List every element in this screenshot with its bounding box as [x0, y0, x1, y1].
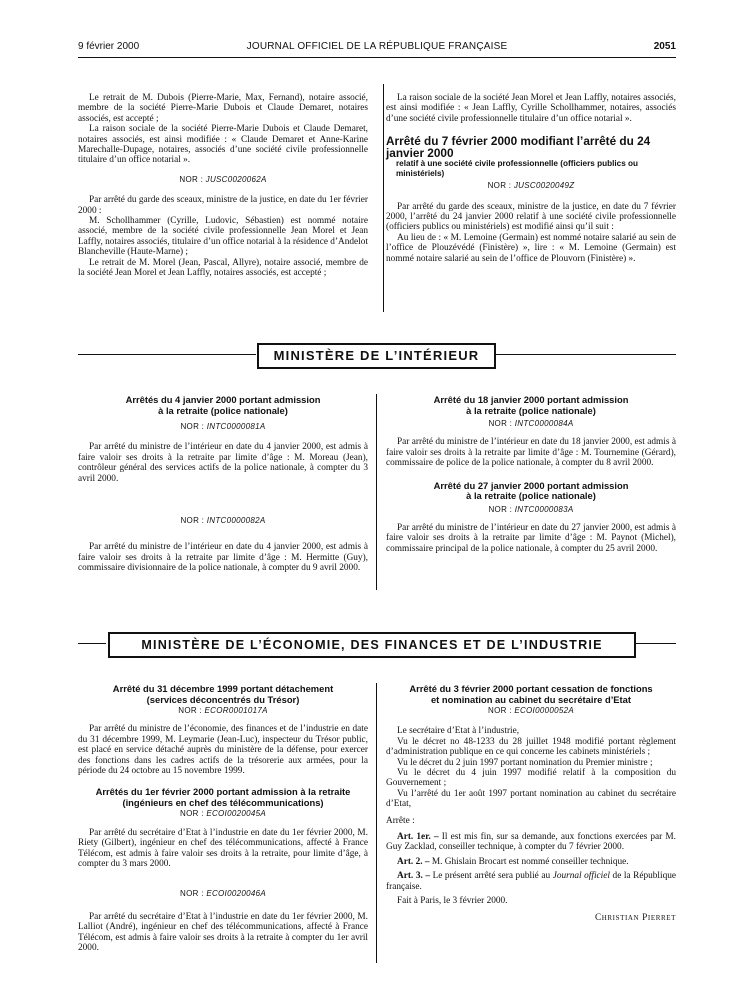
economie-left-column [78, 684, 368, 954]
nor-code: INTC0000081A [206, 422, 266, 431]
nor-label: NOR : [180, 889, 204, 899]
nor-label: NOR : [178, 706, 202, 715]
article-label: Art. 3. – [397, 871, 430, 882]
decree-title-line: à la retraite (police nationale) [466, 490, 596, 502]
article-label: Art. 1er. – [397, 832, 439, 843]
nor-label: NOR : [180, 422, 205, 431]
arrete-label: Arrête : [386, 815, 415, 826]
nor-reference [386, 419, 676, 429]
nor-code: ECOI0020046A [206, 889, 266, 899]
article-text: M. Ghislain Brocart est nommé conseiller technique. [431, 856, 629, 867]
paragraph: Par arrêté du ministre de l’économie, des finances et de l’industrie en date du 31 décembre 1999, M. Leymarie (Jean-Luc), inspecteur du Trésor public, est placé en service détaché auprès du ministère de la défense, pour exercer des fonctions dans les cadres actifs de la trésorerie aux armées, pour la période du 24 octobre au 15 novembre 1999. [78, 724, 368, 777]
paragraph: Par arrêté du secrétaire d’Etat à l’industrie en date du 1er février 2000, M. Riety (Gilbert), ingénieur en chef des télécommunications, affecté à France Télécom, est admis à faire valoir ses droits à la retraite, pour limite d’âge, à compter du 3 mars 2000. [78, 827, 368, 870]
ministry-heading-economie: MINISTÈRE DE L’ÉCONOMIE, DES FINANCES ET DE L’INDUSTRIE [108, 632, 636, 658]
paragraph: La raison sociale de la société Pierre-Marie Dubois et Claude Demaret, notaires associés, est ainsi modifiée : « Claude Demaret et Anne-Karine Marechalle-Dupage, notaires, associés d’une société civile professionnelle titulaire d’un office notarial ». [78, 124, 368, 166]
paragraph: Par arrêté du ministre de l’intérieur en date du 4 janvier 2000, est admis à faire valoir ses droits à la retraite par limite d’âge : M. Hermitte (Guy), commissaire divisionnaire de la police nationale, à compter du 9 avril 2000. [78, 542, 368, 574]
article-text: Il est mis fin, sur sa demande, aux fonctions exercées par M. Guy Zacklad, conseiller technique, à compter du 7 février 2000. [386, 832, 676, 853]
done-at: Fait à Paris, le 3 février 2000. [397, 896, 508, 907]
nor-label: NOR : [488, 706, 512, 715]
paragraph: Par arrêté du ministre de l’intérieur en date du 27 janvier 2000, est admis à faire valoir ses droits à la retraite par limite d’âge : M. Paynot (Michel), commissaire principal de la police nationale, à compter du 25 avril 2000. [386, 523, 676, 554]
decree-title [386, 135, 676, 178]
nor-reference [386, 505, 676, 515]
nor-label: NOR : [180, 809, 204, 819]
paragraph: Vu le décret du 2 juin 1997 portant nomination du Premier ministre ; [397, 757, 653, 768]
decree-title-main: Arrêté du 7 février 2000 modifiant l’arrêté du 24 janvier 2000 [386, 134, 651, 161]
nor-code: ECOI0000052A [514, 706, 574, 715]
page-number: 2051 [653, 41, 676, 52]
section-rule [636, 643, 676, 644]
interieur-left-column [78, 395, 368, 574]
paragraph: Le secrétaire d’Etat à l’industrie, [397, 726, 520, 737]
article-1 [386, 832, 676, 853]
paragraph: Par arrêté du garde des sceaux, ministre de la justice, en date du 7 février 2000, l’arrêté du 24 janvier 2000 relatif à une société civile professionnelle (officiers publics ou ministériels) est modifié ainsi qu’il suit : [386, 201, 676, 233]
nor-code: JUSC0020049Z [513, 181, 575, 191]
nor-label: NOR : [179, 174, 204, 184]
article-3 [386, 871, 676, 892]
section-rule [496, 354, 676, 355]
section-rule [78, 354, 256, 355]
decree-title-line: (ingénieurs en chef des télécommunications) [122, 796, 324, 808]
decree-title-line: à la retraite (police nationale) [466, 404, 596, 416]
article-text: de la République française. [386, 871, 677, 892]
nor-reference [78, 422, 368, 432]
nor-reference [78, 706, 368, 716]
nor-reference [78, 889, 368, 899]
paragraph: Au lieu de : « M. Lemoine (Germain) est nommé notaire salarié au sein de l’office de Plouzévédé (Finistère) », lire : « M. Lemoine (Germain) est nommé notaire salarié au sein de l’office de Plouvorn (Finistère) ». [386, 232, 676, 264]
nor-label: NOR : [180, 516, 205, 526]
decree-title-line: (services déconcentrés du Trésor) [146, 693, 300, 705]
paragraph: Le retrait de M. Dubois (Pierre-Marie, Max, Fernand), notaire associé, membre de la société Pierre-Marie Dubois et Claude Demaret, notaires associés, est accepté ; [78, 93, 368, 124]
nor-code: ECOI0020045A [206, 809, 266, 819]
paragraph: Par arrêté du ministre de l’intérieur en date du 18 janvier 2000, est admis à faire valoir ses droits à la retraite par limite d’âge : M. Tournemine (Gérard), commissaire de police de la police nationale, à compter du 8 avril 2000. [386, 437, 676, 469]
decree-title [386, 481, 676, 502]
top-left-column [78, 93, 368, 279]
nor-code: JUSC0020062A [205, 174, 267, 184]
nor-reference [78, 809, 368, 819]
header-date: 9 février 2000 [78, 41, 140, 52]
paragraph: M. Schollhammer (Cyrille, Ludovic, Sébastien) est nommé notaire associé, membre de la société civile professionnelle Jean Morel et Jean Laffly, notaires associés, titulaire d’un office notarial à la résidence d’Andelot Blancheville (Haute-Marne) ; [78, 216, 368, 258]
column-divider [376, 683, 377, 963]
nor-label: NOR : [487, 181, 512, 191]
decree-title-line: et nomination au cabinet du secrétaire d’Etat [430, 693, 632, 705]
paragraph: Vu l’arrêté du 1er août 1997 portant nomination au cabinet du secrétaire d’Etat, [386, 788, 676, 810]
top-right-column [386, 93, 676, 264]
journal-title: JOURNAL OFFICIEL DE LA RÉPUBLIQUE FRANÇAISE [246, 41, 508, 52]
decree-title-sub: relatif à une société civile professionnelle (officiers publics ou ministériels) [396, 159, 639, 178]
column-divider [383, 84, 384, 312]
decree-title-line: Arrêtés du 1er février 2000 portant admission à la retraite [95, 786, 351, 798]
nor-code: INTC0000084A [514, 419, 574, 428]
decree-title-line: Arrêté du 3 février 2000 portant cessation de fonctions [409, 683, 653, 694]
section-rule [78, 643, 106, 644]
nor-label: NOR : [488, 419, 513, 428]
article-text: Le présent arrêté sera publié au [432, 871, 551, 882]
nor-reference [78, 175, 368, 185]
article-2 [386, 857, 676, 867]
paragraph: La raison sociale de la société Jean Morel et Jean Laffly, notaires associés, est ainsi modifiée : « Jean Laffly, Cyrille Schollhammer, notaires, associés d’une société civile professionnelle titulaire d’un office notarial ». [386, 93, 676, 124]
paragraph: Par arrêté du garde des sceaux, ministre de la justice, en date du 1er février 2000 : [78, 195, 368, 216]
running-header [78, 41, 676, 55]
paragraph: Par arrêté du ministre de l’intérieur en date du 4 janvier 2000, est admis à faire valoir ses droits à la retraite par limite d’âge : M. Moreau (Jean), contrôleur général des services actifs de la police nationale, à compter du 3 avril 2000. [78, 442, 368, 484]
nor-label: NOR : [488, 504, 513, 514]
decree-title-line: Arrêtés du 4 janvier 2000 portant admission [125, 394, 321, 405]
nor-reference [78, 516, 368, 526]
paragraph: Vu le décret no 48-1233 du 28 juillet 1948 modifié portant règlement d’administration publique en ce qui concerne les cabinets ministériels ; [386, 736, 676, 758]
nor-code: INTC0000083A [514, 504, 574, 514]
header-rule [78, 57, 676, 58]
decree-title-line: à la retraite (police nationale) [158, 404, 288, 416]
ministry-heading-interieur: MINISTÈRE DE L’INTÉRIEUR [257, 343, 496, 369]
article-label: Art. 2. – [397, 856, 430, 867]
economie-right-column [386, 684, 676, 923]
nor-reference [386, 181, 676, 191]
interieur-right-column [386, 395, 676, 554]
paragraph: Par arrêté du secrétaire d’Etat à l’industrie en date du 1er février 2000, M. Lalliot (André), ingénieur en chef des télécommunications, affecté à France Télécom, est admis à faire valoir ses droits à la retraite à compter du 1er avril 2000. [78, 911, 368, 954]
decree-title-line: Arrêté du 31 décembre 1999 portant détachement [112, 683, 334, 694]
paragraph: Le retrait de M. Morel (Jean, Pascal, Allyre), notaire associé, membre de la société Jean Morel et Jean Laffly, notaires associés, est accepté ; [78, 257, 368, 279]
paragraph: Vu le décret du 4 juin 1997 modifié relatif à la composition du Gouvernement ; [386, 768, 676, 789]
journal-name: Journal officiel [552, 871, 610, 882]
column-divider [376, 394, 377, 590]
nor-code: INTC0000082A [206, 516, 266, 526]
decree-title [78, 787, 368, 808]
decree-title-line: Arrêté du 18 janvier 2000 portant admission [433, 394, 629, 405]
nor-reference [386, 706, 676, 716]
signature: Christian Pierret [594, 912, 676, 923]
decree-title-line: Arrêté du 27 janvier 2000 portant admission [433, 479, 629, 491]
nor-code: ECOR0001017A [204, 706, 268, 715]
